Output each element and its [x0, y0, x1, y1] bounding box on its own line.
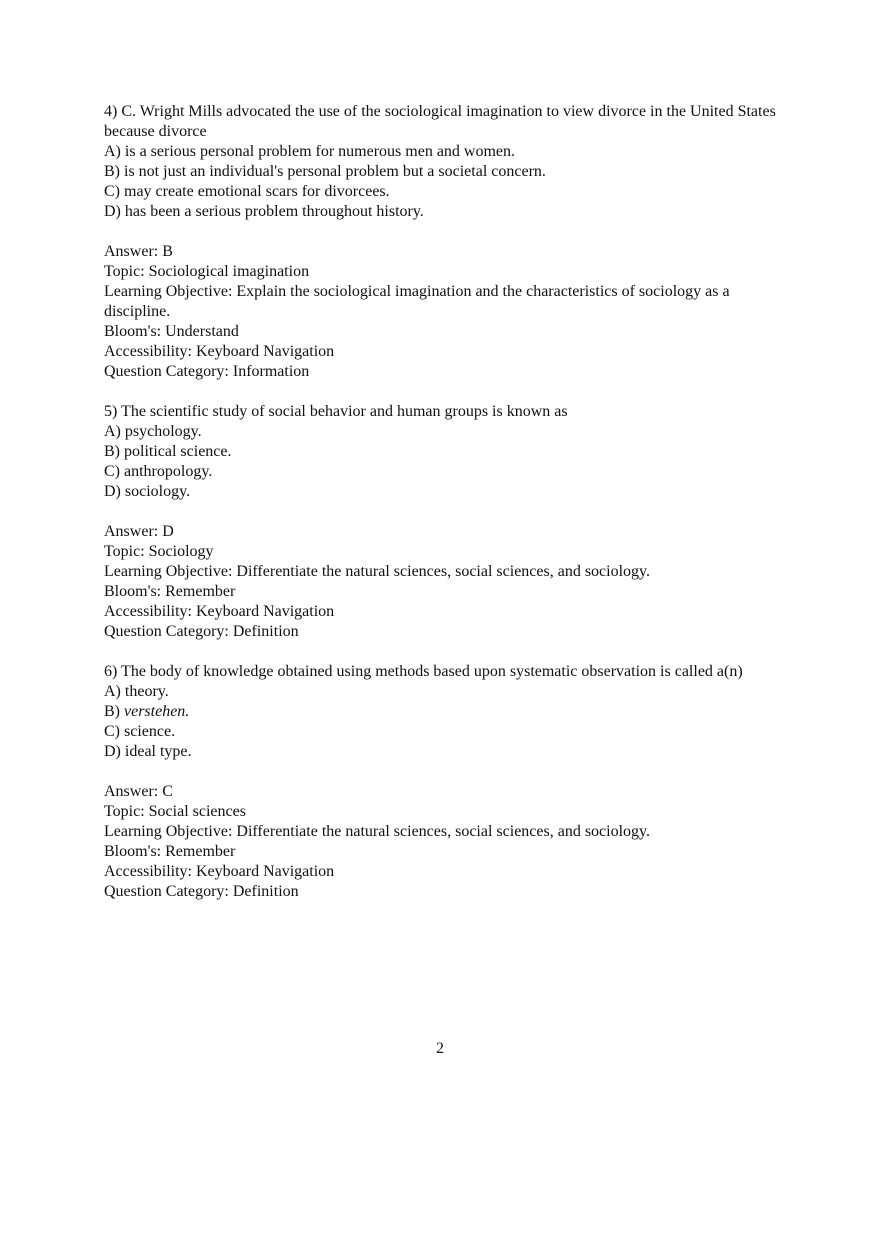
question-stem: 6) The body of knowledge obtained using methods based upon systematic observation is called a(n): [104, 663, 743, 680]
option-d: D) ideal type.: [104, 743, 192, 760]
learning-objective-line: Learning Objective: Differentiate the natural sciences, social sciences, and sociology.: [104, 823, 651, 840]
question-6: [104, 662, 794, 902]
option-a: A) psychology.: [104, 423, 202, 440]
accessibility-line: Accessibility: Keyboard Navigation: [104, 603, 335, 620]
topic-line: Topic: Sociological imagination: [104, 263, 310, 280]
question-category-line: Question Category: Information: [104, 363, 310, 380]
page-number: 2: [436, 1040, 444, 1057]
option-b: B) verstehen.: [104, 703, 190, 720]
learning-objective-line: Learning Objective: Explain the sociological imagination and the characteristics of sociology as a discipline.: [104, 283, 730, 320]
learning-objective-line: Learning Objective: Differentiate the natural sciences, social sciences, and sociology.: [104, 563, 651, 580]
topic-line: Topic: Sociology: [104, 543, 214, 560]
blooms-line: Bloom's: Remember: [104, 583, 236, 600]
blooms-line: Bloom's: Remember: [104, 843, 236, 860]
option-b: B) is not just an individual's personal problem but a societal concern.: [104, 163, 546, 180]
question-category-line: Question Category: Definition: [104, 623, 299, 640]
document-page: [104, 102, 794, 902]
topic-line: Topic: Social sciences: [104, 803, 246, 820]
option-d: D) has been a serious problem throughout history.: [104, 203, 424, 220]
accessibility-line: Accessibility: Keyboard Navigation: [104, 863, 335, 880]
question-5: [104, 402, 794, 642]
option-c: C) anthropology.: [104, 463, 213, 480]
option-c: C) science.: [104, 723, 176, 740]
option-a: A) is a serious personal problem for numerous men and women.: [104, 143, 516, 160]
answer-metadata: [104, 782, 794, 902]
answer-metadata: [104, 522, 794, 642]
answer-metadata: [104, 242, 794, 382]
question-category-line: Question Category: Definition: [104, 883, 299, 900]
question-stem: 4) C. Wright Mills advocated the use of the sociological imagination to view divorce in the United States because divorce: [104, 103, 776, 140]
answer-line: Answer: C: [104, 783, 173, 800]
option-d: D) sociology.: [104, 483, 191, 500]
accessibility-line: Accessibility: Keyboard Navigation: [104, 343, 335, 360]
option-a: A) theory.: [104, 683, 169, 700]
answer-line: Answer: B: [104, 243, 173, 260]
option-c: C) may create emotional scars for divorcees.: [104, 183, 390, 200]
question-4: [104, 102, 794, 382]
answer-line: Answer: D: [104, 523, 174, 540]
option-b: B) political science.: [104, 443, 232, 460]
blooms-line: Bloom's: Understand: [104, 323, 239, 340]
question-stem: 5) The scientific study of social behavior and human groups is known as: [104, 403, 568, 420]
